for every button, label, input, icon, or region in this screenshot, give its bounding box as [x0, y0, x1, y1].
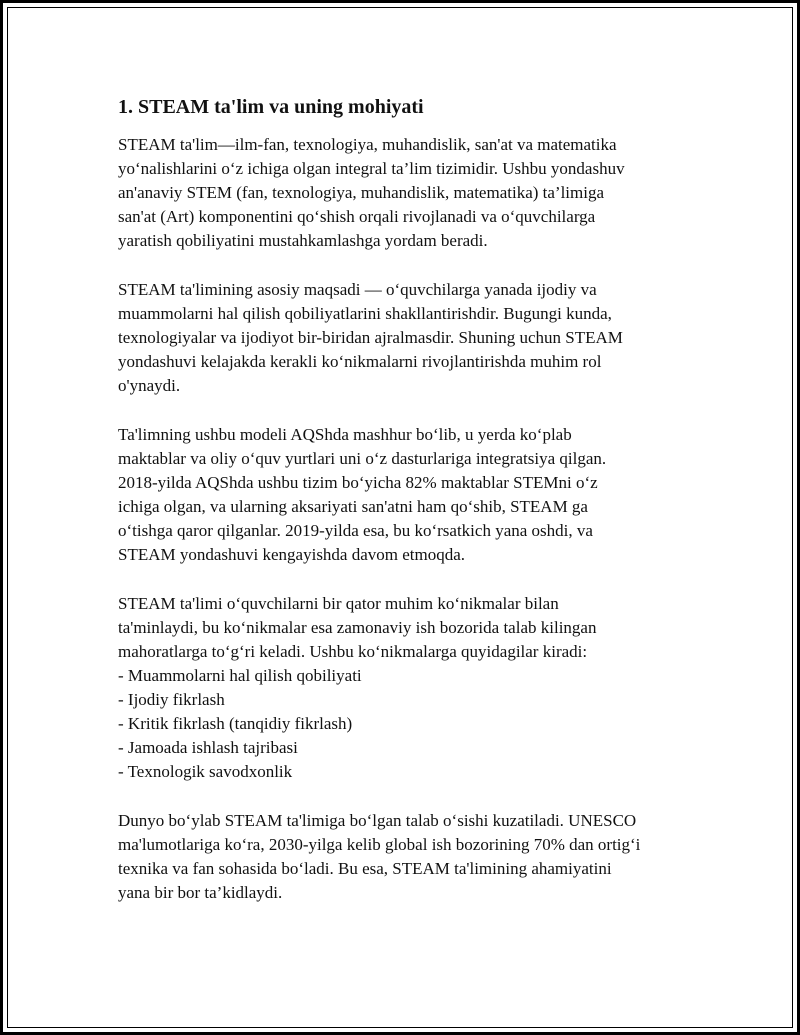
- text-line: yana bir bor ta’kidlaydi.: [118, 883, 283, 902]
- text-line: maktablar va oliy o‘quv yurtlari uni o‘z dasturlariga integratsiya qilgan.: [118, 449, 607, 468]
- paragraph-skills: [118, 592, 718, 784]
- text-line: an'anaviy STEM (fan, texnologiya, muhandislik, matematika) ta’limiga: [118, 183, 605, 202]
- document-body: [118, 95, 718, 930]
- text-line: STEAM yondashuvi kengayishda davom etmoqda.: [118, 545, 466, 564]
- text-line: o‘tishga qaror qilganlar. 2019-yilda esa, bu ko‘rsatkich yana oshdi, va: [118, 521, 593, 540]
- text-line: 2018-yilda AQShda ushbu tizim bo‘yicha 82% maktablar STEMni o‘z: [118, 473, 598, 492]
- paragraph-intro: [118, 133, 718, 253]
- text-line: ta'minlaydi, bu ko‘nikmalar esa zamonaviy ish bozorida talab kilingan: [118, 618, 597, 637]
- text-line: texnologiyalar va ijodiyot bir-biridan ajralmasdir. Shuning uchun STEAM: [118, 328, 623, 347]
- text-line: muammolarni hal qilish qobiliyatlarini shakllantirishdir. Bugungi kunda,: [118, 304, 612, 323]
- paragraph-usa: [118, 423, 718, 567]
- skill-list-item: - Muammolarni hal qilish qobiliyati: [118, 666, 362, 685]
- text-line: STEAM ta'limi o‘quvchilarni bir qator muhim ko‘nikmalar bilan: [118, 594, 559, 613]
- text-line: Ta'limning ushbu modeli AQShda mashhur bo‘lib, u yerda ko‘plab: [118, 425, 572, 444]
- text-line: yo‘nalishlarini o‘z ichiga olgan integral ta’lim tizimidir. Ushbu yondashuv: [118, 159, 625, 178]
- skill-list-item: - Jamoada ishlash tajribasi: [118, 738, 298, 757]
- text-line: STEAM ta'limining asosiy maqsadi — o‘quvchilarga yanada ijodiy va: [118, 280, 597, 299]
- text-line: san'at (Art) komponentini qo‘shish orqali rivojlanadi va o‘quvchilarga: [118, 207, 596, 226]
- text-line: texnika va fan sohasida bo‘ladi. Bu esa, STEAM ta'limining ahamiyatini: [118, 859, 612, 878]
- skill-list-item: - Kritik fikrlash (tanqidiy fikrlash): [118, 714, 353, 733]
- text-line: Dunyo bo‘ylab STEAM ta'limiga bo‘lgan talab o‘sishi kuzatiladi. UNESCO: [118, 811, 637, 830]
- text-line: o'ynaydi.: [118, 376, 181, 395]
- text-line: ichiga olgan, va ularning aksariyati san'atni ham qo‘shib, STEAM ga: [118, 497, 588, 516]
- text-line: STEAM ta'lim—ilm-fan, texnologiya, muhandislik, san'at va matematika: [118, 135, 617, 154]
- text-line: ma'lumotlariga ko‘ra, 2030-yilga kelib global ish bozorining 70% dan ortig‘i: [118, 835, 641, 854]
- text-line: yaratish qobiliyatini mustahkamlashga yordam beradi.: [118, 231, 488, 250]
- paragraph-unesco: [118, 809, 718, 905]
- section-heading: 1. STEAM ta'lim va uning mohiyati: [118, 96, 424, 118]
- text-line: mahoratlarga to‘g‘ri keladi. Ushbu ko‘nikmalarga quyidagilar kiradi:: [118, 642, 588, 661]
- paragraph-goal: [118, 278, 718, 398]
- skill-list-item: - Texnologik savodxonlik: [118, 762, 293, 781]
- skill-list-item: - Ijodiy fikrlash: [118, 690, 225, 709]
- text-line: yondashuvi kelajakda kerakli ko‘nikmalarni rivojlantirishda muhim rol: [118, 352, 602, 371]
